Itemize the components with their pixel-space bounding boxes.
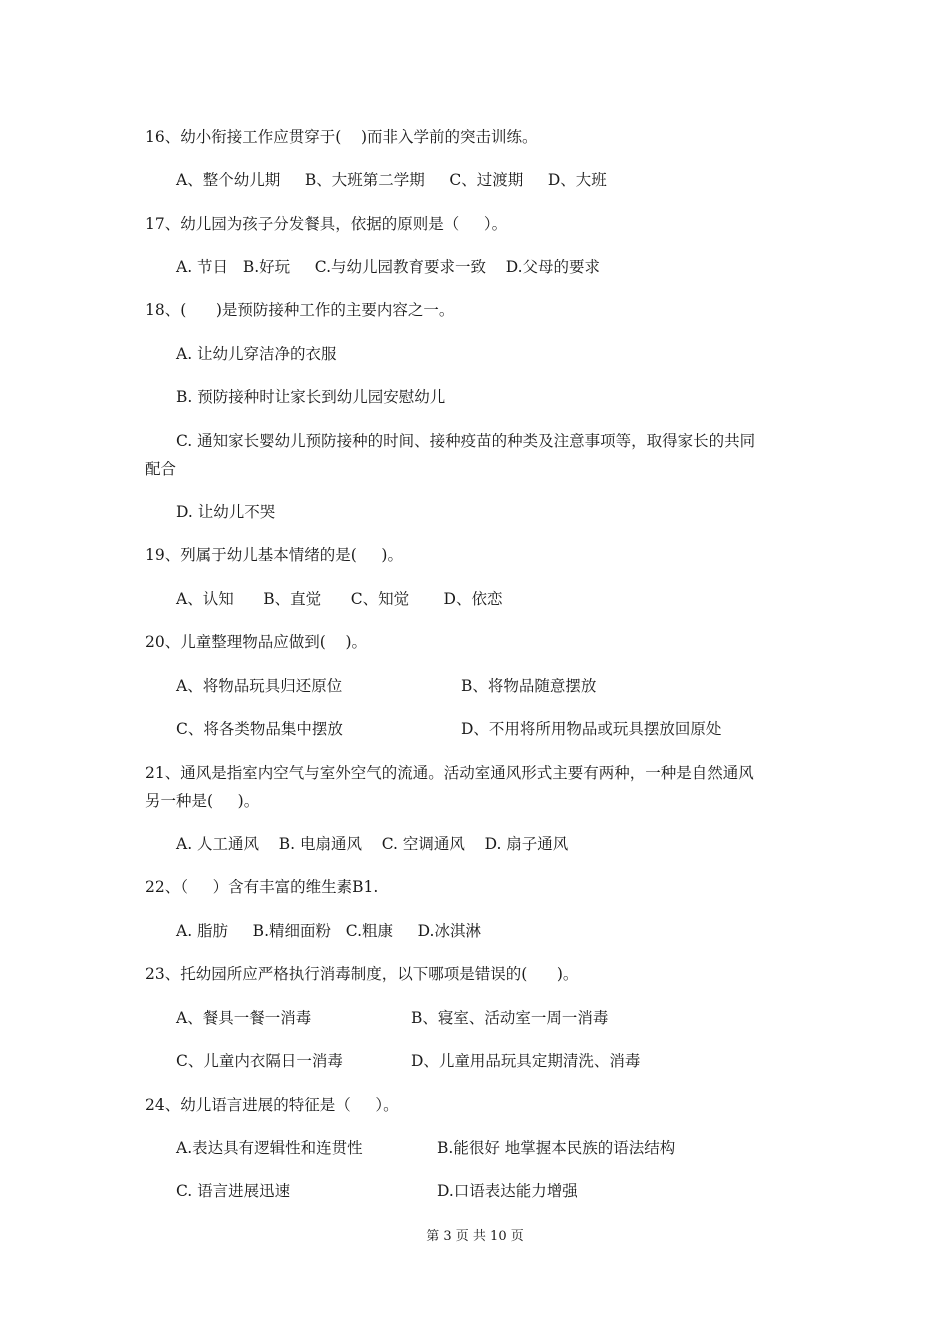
question-21-stem-line1: 21、通风是指室内空气与室外空气的流通。活动室通风形式主要有两种，一种是自然通风	[145, 764, 754, 782]
question-21-stem-line2: 另一种是( )。	[145, 792, 260, 810]
question-19-options: A、认知 B、直觉 C、知觉 D、依恋	[176, 590, 503, 608]
question-17-options: A. 节日 B.好玩 C.与幼儿园教育要求一致 D.父母的要求	[176, 258, 601, 276]
question-23-option-d: D、儿童用品玩具定期清洗、消毒	[411, 1052, 641, 1070]
question-20-option-c: C、将各类物品集中摆放	[176, 720, 343, 738]
question-23-option-a: A、餐具一餐一消毒	[176, 1009, 312, 1027]
question-18-option-a: A. 让幼儿穿洁净的衣服	[176, 345, 337, 363]
question-22-options: A. 脂肪 B.精细面粉 C.粗康 D.冰淇淋	[176, 922, 481, 940]
question-24-option-c: C. 语言进展迅速	[176, 1182, 291, 1200]
question-24-stem: 24、幼儿语言进展的特征是（ ）。	[145, 1096, 399, 1114]
question-16-options: A、整个幼儿期 B、大班第二学期 C、过渡期 D、大班	[176, 171, 607, 189]
question-20-option-b: B、将物品随意摆放	[461, 677, 597, 695]
question-23-option-b: B、寝室、活动室一周一消毒	[411, 1009, 609, 1027]
question-20-option-d: D、不用将所用物品或玩具摆放回原处	[461, 720, 722, 738]
question-16-stem: 16、幼小衔接工作应贯穿于( )而非入学前的突击训练。	[145, 128, 538, 146]
question-19-stem: 19、列属于幼儿基本情绪的是( )。	[145, 546, 403, 564]
question-20-option-a: A、将物品玩具归还原位	[176, 677, 343, 695]
question-24-option-d: D.口语表达能力增强	[437, 1182, 578, 1200]
question-23-stem: 23、托幼园所应严格执行消毒制度，以下哪项是错误的( )。	[145, 965, 579, 983]
question-17-stem: 17、幼儿园为孩子分发餐具，依据的原则是（ ）。	[145, 215, 508, 233]
question-18-option-c-line2: 配合	[145, 460, 177, 478]
question-18-option-d: D. 让幼儿不哭	[176, 503, 276, 521]
question-18-stem: 18、( )是预防接种工作的主要内容之一。	[145, 301, 455, 319]
question-22-stem: 22、（ ）含有丰富的维生素B1.	[145, 878, 379, 896]
question-24-option-b: B.能很好 地掌握本民族的语法结构	[437, 1139, 676, 1157]
page-number-footer: 第 3 页 共 10 页	[426, 1229, 524, 1244]
question-20-stem: 20、儿童整理物品应做到( )。	[145, 633, 368, 651]
question-24-option-a: A.表达具有逻辑性和连贯性	[176, 1139, 363, 1157]
question-18-option-c-line1: C. 通知家长婴幼儿预防接种的时间、接种疫苗的种类及注意事项等，取得家长的共同	[176, 432, 756, 450]
question-21-options: A. 人工通风 B. 电扇通风 C. 空调通风 D. 扇子通风	[176, 835, 569, 853]
question-23-option-c: C、儿童内衣隔日一消毒	[176, 1052, 343, 1070]
question-18-option-b: B. 预防接种时让家长到幼儿园安慰幼儿	[176, 388, 446, 406]
